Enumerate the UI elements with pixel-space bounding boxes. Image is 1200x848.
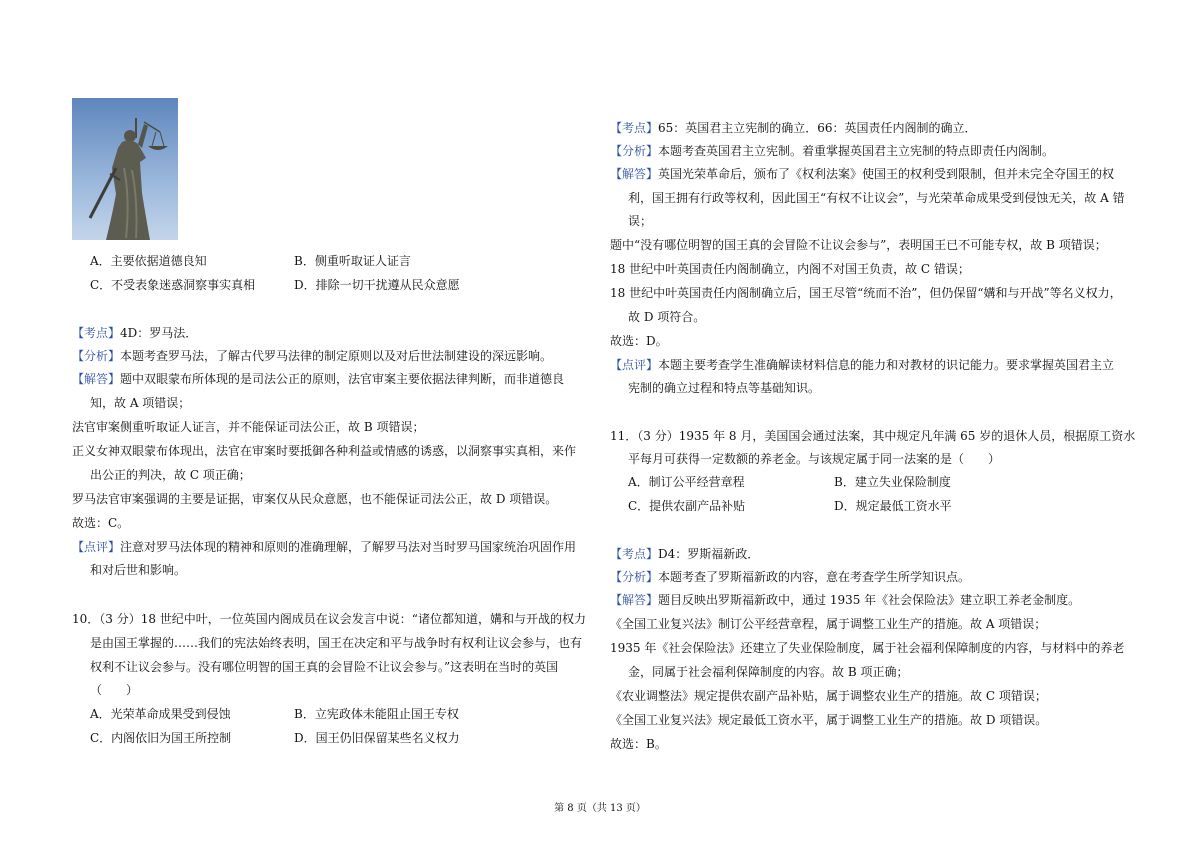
q10-kaodian [610,120,977,136]
jieda-text: 英国光荣革命后，颁布了《权利法案》使国王的权利受到限制，但并未完全夺国王的权 [658,167,1115,181]
q10-stem-2: 是由国王掌握的……我们的宪法始终表明，国王在决定和平与战争时有权利让议会参与，也有 [90,636,583,650]
q10-stem-4: （ ） [90,683,139,697]
q9-line-b: 法官审案侧重听取证人证言，并不能保证司法公正，故 B 项错误； [72,420,425,434]
q11-line-b: 1935 年《社会保险法》还建立了失业保险制度，属于社会福利保障制度的内容，与材料中的养老 [610,641,1125,655]
q10-option-c: C．内阁依旧为国王所控制 [90,731,232,745]
fenxi-tag: 【分析】 [610,144,659,158]
q10-line-d-cont: 故 D 项符合。 [628,310,706,324]
q9-line-c-cont: 出公正的判决，故 C 项正确； [90,468,251,482]
q11-fenxi [610,569,970,585]
q10-stem-3: 权利不让议会参与。没有哪位明智的国王真的会冒险不让议会参与。”这表明在当时的英国 [90,660,559,674]
q11-kaodian [610,546,759,562]
q10-line-d: 18 世纪中叶英国责任内阁制确立后，国王尽管“统而不治”，但仍保留“媾和与开战”等名义权力， [610,286,1122,300]
justice-statue-image [72,98,178,240]
kaodian-tag: 【考点】 [610,121,659,135]
q9-line-c: 正义女神双眼蒙布体现出，法官在审案时要抵御各种利益或情感的诱惑，以洞察事实真相，来作 [72,444,577,458]
q11-stem-2: 平每月可获得一定数额的养老金。与该规定属于同一法案的是（ ） [628,452,1001,466]
kaodian-tag: 【考点】 [72,326,121,340]
dianping-text: 本题主要考查学生准确解读材料信息的能力和对教材的识记能力。要求掌握英国君主立 [658,358,1115,372]
q10-answer: 故选：D。 [610,334,668,348]
jieda-text: 题目反映出罗斯福新政中，通过 1935 年《社会保险法》建立职工养老金制度。 [658,593,1081,607]
dianping-text: 注意对罗马法体现的精神和原则的准确理解，了解罗马法对当时罗马国家统治巩固作用 [120,540,577,554]
q10-line-b: 题中“没有哪位明智的国王真的会冒险不让议会参与”，表明国王已不可能专权，故 B 项错误； [610,238,1107,252]
q10-jieda-cont-2: 误； [628,214,653,228]
q11-line-d: 《全国工业复兴法》规定最低工资水平，属于调整工业生产的措施。故 D 项错误。 [610,713,1048,727]
q11-jieda [610,592,1080,608]
q11-option-d: D．规定最低工资水平 [834,499,952,513]
fenxi-tag: 【分析】 [610,570,659,584]
q9-fenxi [72,348,552,364]
q10-dianping [610,357,1114,373]
q9-option-b: B．侧重听取证人证言 [294,254,411,268]
q10-jieda-cont: 利，国王拥有行政等权利，因此国王“有权不让议会”，与光荣革命成果受到侵蚀无关，故 A 错 [628,191,1125,205]
q11-option-c: C．提供农副产品补贴 [628,499,746,513]
q9-option-d: D．排除一切干扰遵从民众意愿 [294,278,460,292]
q10-option-b: B．立宪政体未能阻止国王专权 [294,707,459,721]
q9-option-a: A．主要依据道德良知 [90,254,207,268]
fenxi-text: 本题考查英国君主立宪制。着重掌握英国君主立宪制的特点即责任内阁制。 [658,144,1055,158]
dianping-tag: 【点评】 [610,358,659,372]
q9-answer: 故选：C。 [72,516,130,530]
q11-answer: 故选：B。 [610,737,667,751]
q10-option-d: D．国王仍旧保留某些名义权力 [294,731,460,745]
jieda-tag: 【解答】 [72,372,121,386]
q9-line-d: 罗马法官审案强调的主要是证据，审案仅从民众意愿，也不能保证司法公正，故 D 项错误。 [72,492,558,506]
jieda-text: 题中双眼蒙布所体现的是司法公正的原则，法官审案主要依据法律判断，而非道德良 [120,372,565,386]
q10-dianping-cont: 宪制的确立过程和特点等基础知识。 [628,381,821,395]
q10-line-c: 18 世纪中叶英国责任内阁制确立，内阁不对国王负责，故 C 错误； [610,262,970,276]
q9-dianping-cont: 和对后世和影响。 [90,563,187,577]
dianping-tag: 【点评】 [72,540,121,554]
kaodian-tag: 【考点】 [610,547,659,561]
fenxi-text: 本题考查罗马法，了解古代罗马法律的制定原则以及对后世法制建设的深远影响。 [120,349,553,363]
q11-line-b-cont: 金，同属于社会福利保障制度的内容。故 B 项正确； [628,665,909,679]
kaodian-text: 65：英国君主立宪制的确立．66：英国责任内阁制的确立． [658,121,977,135]
q11-option-b: B．建立失业保险制度 [834,475,951,489]
q10-fenxi [610,143,1054,159]
q11-stem: 11．（3 分）1935 年 8 月，美国国会通过法案，其中规定凡年满 65 岁的退休人员，根据原工资水 [610,429,1136,443]
justice-statue-icon [72,98,178,240]
q11-option-a: A．制订公平经营章程 [628,475,745,489]
kaodian-text: D4：罗斯福新政． [658,547,760,561]
q10-stem: 10．（3 分）18 世纪中叶，一位英国内阁成员在议会发言中说：“诸位都知道，媾和与开战的权力 [72,612,586,626]
q10-option-a: A．光荣革命成果受到侵蚀 [90,707,231,721]
page-footer: 第 8 页（共 13 页） [554,803,646,814]
jieda-tag: 【解答】 [610,593,659,607]
q9-jieda [72,371,564,387]
q9-kaodian [72,325,197,341]
kaodian-text: 4D：罗马法． [120,326,198,340]
jieda-tag: 【解答】 [610,167,659,181]
fenxi-tag: 【分析】 [72,349,121,363]
q9-option-c: C．不受表象迷惑洞察事实真相 [90,278,256,292]
q11-line-c: 《农业调整法》规定提供农副产品补贴，属于调整农业生产的措施。故 C 项错误； [610,689,1047,703]
q9-dianping [72,539,576,555]
q10-jieda [610,166,1114,182]
q11-line-a: 《全国工业复兴法》制订公平经营章程，属于调整工业生产的措施。故 A 项错误； [610,617,1047,631]
q9-jieda-cont: 知，故 A 项错误； [90,396,191,410]
fenxi-text: 本题考查了罗斯福新政的内容，意在考查学生所学知识点。 [658,570,971,584]
